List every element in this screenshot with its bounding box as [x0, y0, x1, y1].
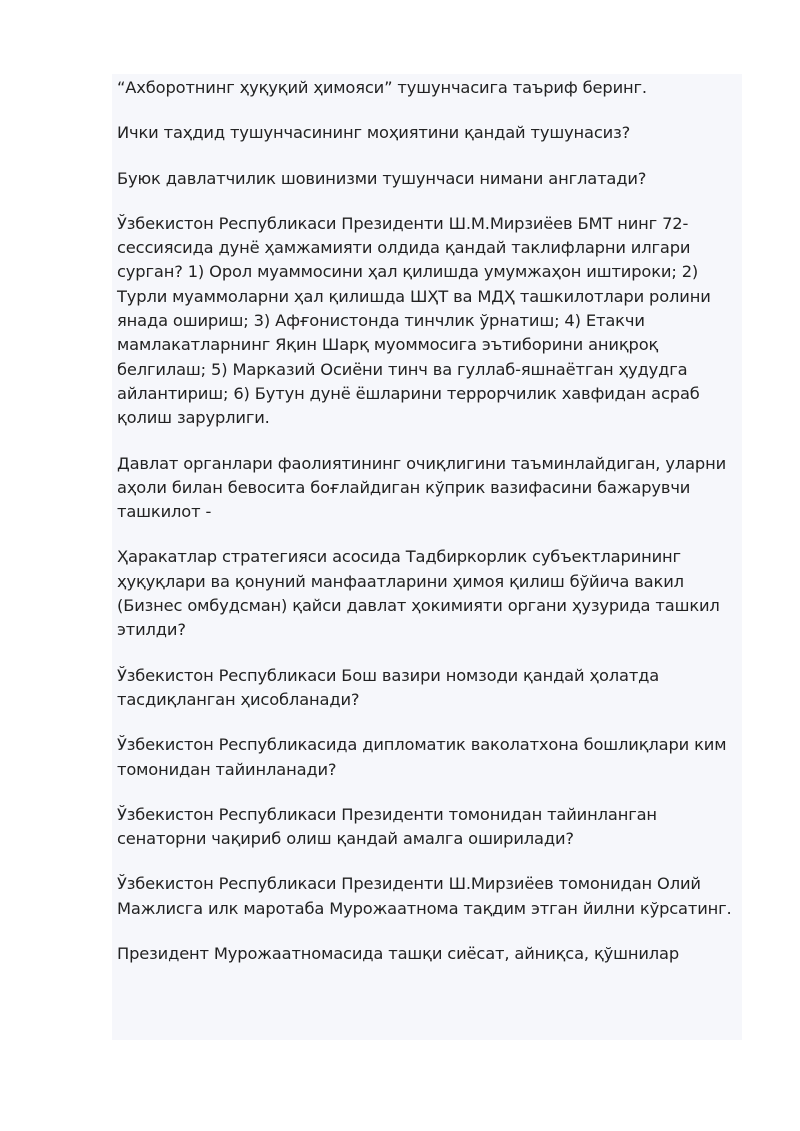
question-paragraph-5: Давлат органлари фаолиятининг очиқлигини таъминлайдиган, уларни аҳоли билан бевосита боғлайдиган кўприк вазифасини бажарувчи ташкилот -: [117, 453, 727, 522]
question-paragraph-4: Ўзбекистон Республикаси Президенти Ш.М.Мирзиёев БМТ нинг 72-сессиясида дунё ҳамжамияти олдида қандай таклифларни илгари сурган? 1) Орол муаммосини ҳал қилишда умумжаҳон иштироки; 2) Турли муаммоларни ҳал қилишда ШҲТ ва МДҲ ташкилотлари ролини янада ошириш; 3) Афғонистонда тинчлик ўрнатиш; 4) Етакчи мамлакатларнинг Яқин Шарқ муоммосига эътиборини аниқроқ белгилаш; 5) Марказий Осиёни тинч ва гуллаб-яшнаётган ҳудудга айлантириш; 6) Бутун дунё ёшларини террорчилик хавфидан асраб қолиш зарурлиги.: [117, 213, 711, 428]
question-paragraph-1: “Ахборотнинг ҳуқуқий ҳимояси” тушунчасига таъриф беринг.: [117, 78, 647, 97]
question-paragraph-10: Ўзбекистон Республикаси Президенти Ш.Мирзиёев томонидан Олий Мажлисга илк маротаба Мурожаатнома тақдим этган йилни кўрсатинг.: [117, 874, 732, 918]
question-paragraph-11: Президент Мурожаатномасида ташқи сиёсат, айниқса, қўшнилар: [117, 944, 680, 964]
question-paragraph-3: Буюк давлатчилик шовинизми тушунчаси нимани англатади?: [117, 168, 647, 188]
question-paragraph-6: Ҳаракатлар стратегияси асосида Тадбиркорлик субъектларининг ҳуқуқлари ва қонуний манфаатларини ҳимоя қилиш бўйича вакил (Бизнес омбудсман) қайси давлат ҳокимияти органи ҳузурида ташкил этилди?: [117, 547, 720, 640]
document-page: [112, 74, 742, 1040]
question-paragraph-9: Ўзбекистон Республикаси Президенти томонидан тайинланган сенаторни чақириб олиш қандай амалга оширилади?: [117, 804, 657, 849]
question-paragraph-2: Ички таҳдид тушунчасининг моҳиятини қандай тушунасиз?: [117, 123, 631, 143]
question-paragraph-7: Ўзбекистон Республикаси Бош вазири номзоди қандай ҳолатда тасдиқланган ҳисобланади?: [117, 665, 660, 709]
question-paragraph-8: Ўзбекистон Республикасида дипломатик ваколатхона бошлиқлари ким томонидан тайинланади?: [117, 735, 727, 779]
